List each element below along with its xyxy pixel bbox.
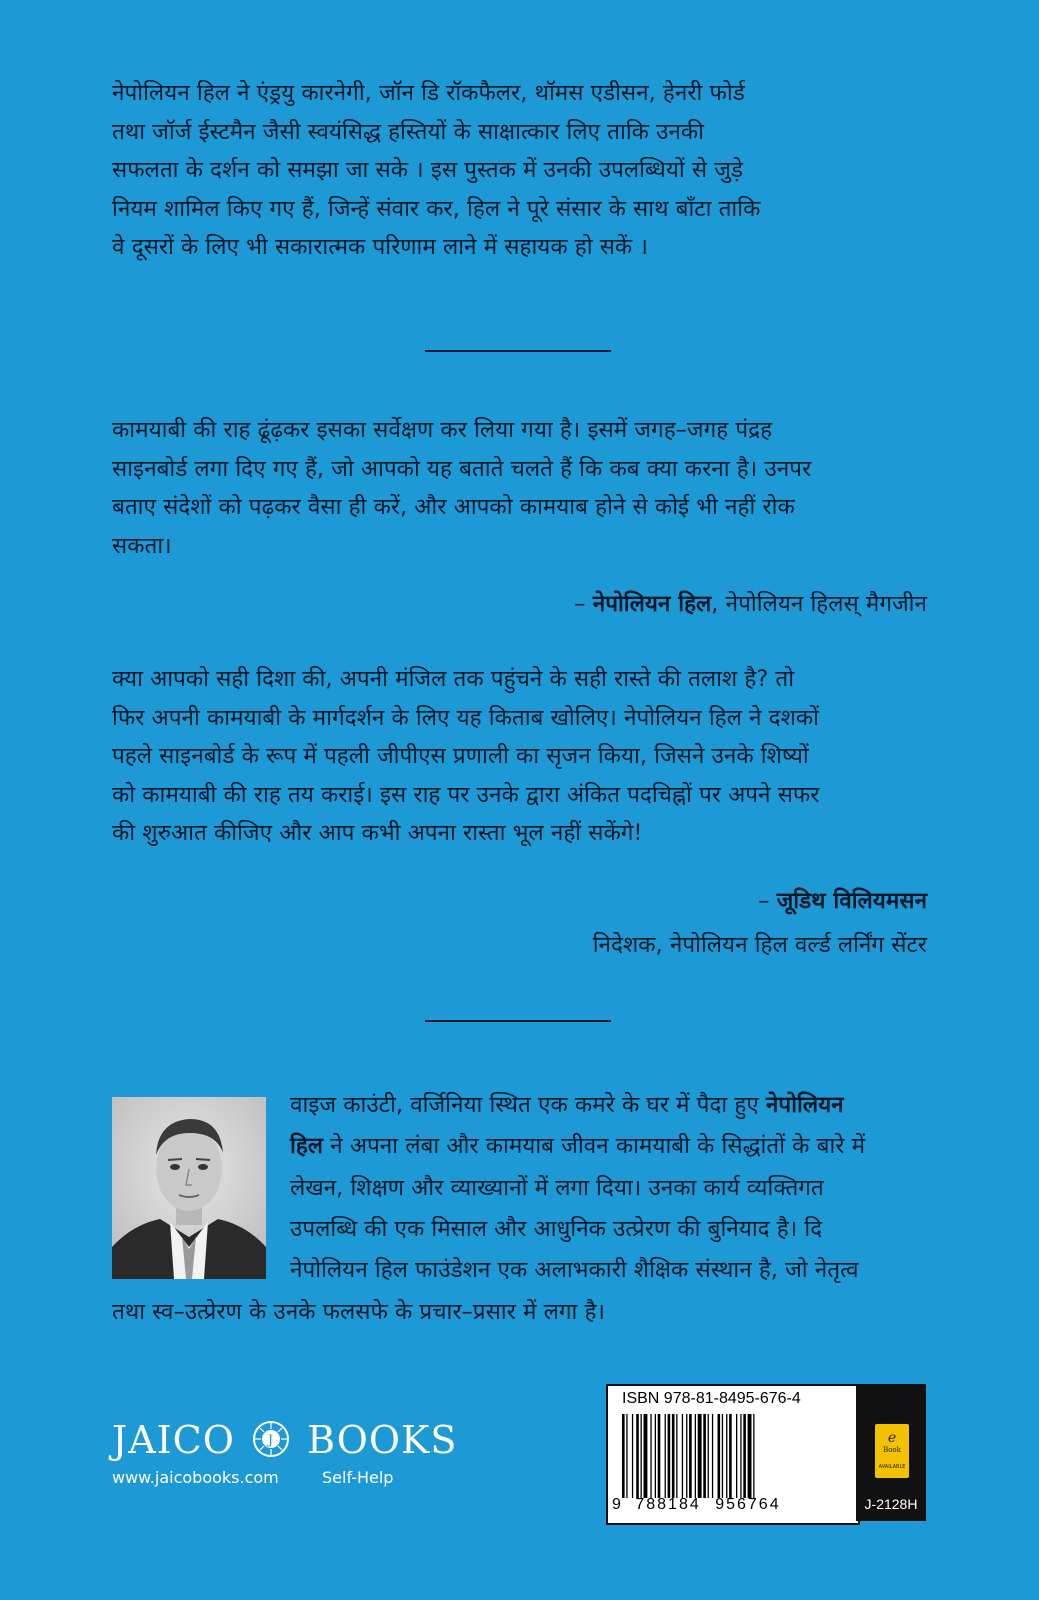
author-portrait-photo bbox=[112, 1097, 266, 1279]
bio-text: वाइज काउंटी, वर्जिनिया स्थित एक कमरे के घर में पैदा हुए bbox=[290, 1092, 766, 1118]
barcode-bar bbox=[626, 1414, 627, 1498]
svg-text:J: J bbox=[267, 1433, 275, 1448]
attribution-name: नेपोलियन हिल bbox=[592, 591, 712, 617]
barcode-bar bbox=[672, 1414, 675, 1498]
attribution-dash: – bbox=[758, 888, 770, 914]
barcode-bar bbox=[658, 1414, 661, 1498]
intro-paragraph bbox=[112, 74, 927, 267]
barcode-bar bbox=[622, 1414, 625, 1498]
intro-line: सफलता के दर्शन को समझा जा सके । इस पुस्तक में उनकी उपलब्धियों से जुड़े bbox=[112, 157, 743, 183]
ebook-badge-available: AVAILABLE bbox=[878, 1464, 906, 1470]
barcode-bar bbox=[736, 1414, 737, 1498]
publisher-emblem-icon bbox=[252, 1420, 290, 1467]
bio-line bbox=[290, 1127, 865, 1166]
intro-line: नियम शामिल किए गए हैं, जिन्हें संवार कर, हिल ने पूरे संसार के साथ बाँटा ताकि bbox=[112, 195, 761, 222]
attribution-dash: – bbox=[574, 591, 586, 617]
barcode-bar bbox=[712, 1414, 713, 1498]
attribution-source: , नेपोलियन हिलस् मैगजीन bbox=[711, 591, 927, 617]
publisher-logo bbox=[112, 1418, 457, 1467]
publisher-name-right: BOOKS bbox=[307, 1418, 458, 1462]
quote-1-paragraph bbox=[112, 411, 927, 565]
quote-line: साइनबोर्ड लगा दिए गए हैं, जो आपको यह बताते चलते हैं कि कब क्या करना है। उनपर bbox=[112, 455, 812, 482]
barcode-bar bbox=[641, 1414, 642, 1498]
barcode-digit-group: 956764 bbox=[715, 1496, 781, 1513]
book-category: Self-Help bbox=[322, 1468, 394, 1487]
bio-author-name: हिल bbox=[290, 1133, 324, 1159]
barcode-bar bbox=[722, 1414, 723, 1498]
publisher-name-left: JAICO bbox=[112, 1418, 235, 1462]
quote-line: फिर अपनी कामयाबी के मार्गदर्शन के लिए यह किताब खोलिए। नेपोलियन हिल ने दशकों bbox=[112, 704, 820, 731]
bio-line: उपलब्धि की एक मिसाल और आधुनिक उत्प्रेरण की बुनियाद है। दि bbox=[290, 1216, 823, 1242]
barcode-first-digit: 9 bbox=[612, 1496, 623, 1513]
book-code: J-2128H bbox=[864, 1496, 918, 1512]
barcode-bar bbox=[644, 1414, 648, 1498]
quote-1-attribution bbox=[574, 587, 927, 621]
barcode-bar bbox=[729, 1414, 732, 1498]
intro-line: तथा जॉर्ज ईस्टमैन जैसी स्वयंसिद्ध हस्तियों के साक्षात्कार लिए ताकि उनकी bbox=[112, 118, 705, 145]
barcode-bar bbox=[698, 1414, 702, 1498]
quote-line: कामयाबी की राह ढूंढ़कर इसका सर्वेक्षण कर लिया गया है। इसमें जगह–जगह पंद्रह bbox=[112, 417, 773, 443]
barcode-bar bbox=[682, 1414, 683, 1498]
ebook-badge-icon bbox=[875, 1424, 909, 1478]
quote-line: क्या आपको सही दिशा की, अपनी मंजिल तक पहुंचने के सही रास्ते की तलाश है? तो bbox=[112, 666, 795, 692]
isbn-barcode bbox=[606, 1384, 860, 1525]
barcode-bar bbox=[636, 1414, 639, 1498]
isbn-label: ISBN 978-81-8495-676-4 bbox=[622, 1390, 801, 1407]
barcode-bar bbox=[726, 1414, 727, 1498]
barcode-bar bbox=[668, 1414, 671, 1498]
intro-line: नेपोलियन हिल ने एंड्रयु कारनेगी, जॉन डि रॉकफैलर, थॉमस एडीसन, हेनरी फोर्ड bbox=[112, 80, 745, 106]
ebook-badge-book: Book bbox=[883, 1446, 901, 1454]
bio-author-name: नेपोलियन bbox=[765, 1092, 844, 1118]
bio-text: ने अपना लंबा और कामयाब जीवन कामयाबी के सिद्धांतों के बारे में bbox=[323, 1133, 866, 1159]
quote-2-paragraph bbox=[112, 660, 927, 853]
barcode-bar bbox=[740, 1414, 741, 1498]
barcode-bar bbox=[708, 1414, 709, 1498]
bio-line bbox=[290, 1086, 927, 1125]
barcode-bar bbox=[632, 1414, 633, 1498]
section-divider bbox=[425, 350, 611, 352]
barcode-bar bbox=[753, 1414, 754, 1498]
barcode-bar bbox=[689, 1414, 692, 1498]
barcode-bar bbox=[686, 1414, 687, 1498]
section-divider bbox=[425, 1020, 611, 1022]
barcode-bar bbox=[655, 1414, 656, 1498]
barcode-bar bbox=[650, 1414, 651, 1498]
barcode-bars bbox=[620, 1414, 850, 1498]
bio-line: तथा स्व–उत्प्रेरण के उनके फलसफे के प्रचार–प्रसार में लगा है। bbox=[112, 1299, 605, 1325]
barcode-digits bbox=[612, 1496, 854, 1514]
barcode-digit-group: 788184 bbox=[635, 1496, 701, 1513]
quote-line: की शुरुआत कीजिए और आप कभी अपना रास्ता भूल नहीं सकेंगे! bbox=[112, 820, 643, 846]
quote-line: को कामयाबी की राह तय कराई। इस राह पर उनके द्वारा अंकित पदचिह्नों पर अपने सफर bbox=[112, 781, 820, 808]
quote-2-attribution bbox=[758, 884, 927, 918]
barcode-bar bbox=[748, 1414, 752, 1498]
barcode-bar bbox=[718, 1414, 721, 1498]
barcode-bar bbox=[676, 1414, 677, 1498]
intro-line: वे दूसरों के लिए भी सकारात्मक परिणाम लाने में सहायक हो सकें । bbox=[112, 234, 648, 260]
quote-2-attribution-title: निदेशक, नेपोलियन हिल वर्ल्ड लर्निंग सेंटर bbox=[592, 932, 927, 958]
publisher-website: www.jaicobooks.com bbox=[112, 1468, 279, 1487]
barcode-bar bbox=[743, 1414, 746, 1498]
bio-line: लेखन, शिक्षण और व्याख्यानों में लगा दिया। उनका कार्य व्यक्तिगत bbox=[290, 1175, 824, 1201]
barcode-bar bbox=[703, 1414, 706, 1498]
ebook-badge-e: e bbox=[887, 1430, 897, 1446]
barcode-bar bbox=[665, 1414, 666, 1498]
quote-line: सकता। bbox=[112, 532, 172, 559]
barcode-bar bbox=[695, 1414, 696, 1498]
bio-line: नेपोलियन हिल फाउंडेशन एक अलाभकारी शैक्षिक संस्थान है, जो नेतृत्व bbox=[290, 1257, 859, 1283]
quote-line: पहले साइनबोर्ड के रूप में पहली जीपीएस प्रणाली का सृजन किया, जिसने उनके शिष्यों bbox=[112, 743, 809, 769]
ebook-badge-strip bbox=[856, 1384, 926, 1521]
attribution-name: जूडिथ विलियमसन bbox=[776, 888, 927, 914]
quote-line: बताए संदेशों को पढ़कर वैसा ही करें, और आपको कामयाब होने से कोई भी नहीं रोक bbox=[112, 494, 795, 520]
